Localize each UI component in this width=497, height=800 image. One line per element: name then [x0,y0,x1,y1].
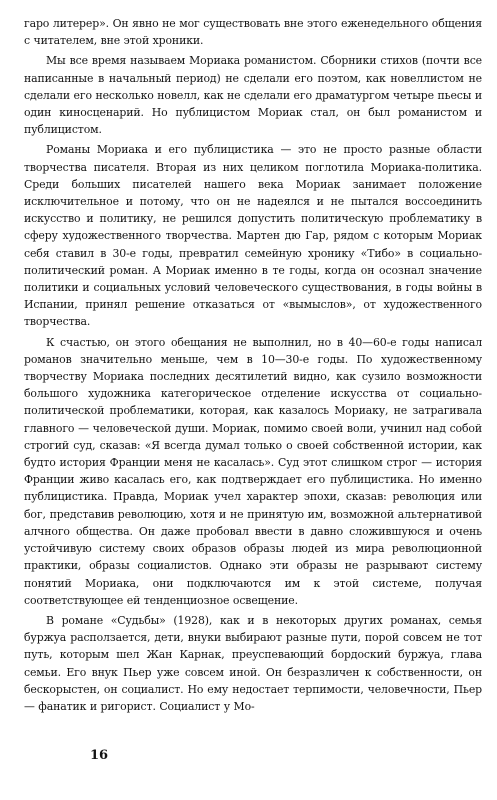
body-text [24,15,482,715]
paragraph: Романы Мориака и его публицистика — это не просто разные области творчества писателя. Вторая из них целиком поглотила Мориака-политика. Среди больших писателей нашего века Мориак занимает положение исключительное и потому, что он не надеялся и не пытался воссоединить искусство и политику, не решился допустить политическую проблематику в сферу художественного творчества. Мартен дю Гар, рядом с которым Мориак себя ставил в 30-е годы, превратил семейную хронику «Тибо» в социально-политический роман. А Мориак именно в те годы, когда он осознал значение политики и социальных условий человеческого существования, в годы войны в Испании, принял решение отказаться от «вымыслов», от художественного творчества. [24,143,482,329]
paragraph: Мы все время называем Мориака романистом. Сборники стихов (почти все написанные в начальный период) не сделали его поэтом, как новеллистом не сделали его несколько новелл, как не сделали его драматургом четыре пьесы и один киносценарий. Но публицистом Мориак стал, он был романистом и публицистом. [24,54,482,137]
paragraph: К счастью, он этого обещания не выполнил, но в 40—60-е годы написал романов значительно меньше, чем в 10—30-е годы. По художественному творчеству Мориака последних десятилетий видно, как сузило возможности большого художника категорическое отделение искусства от социально-политической проблематики, которая, как казалось Мориаку, не затрагивала главного — человеческой души. Мориак, помимо своей воли, учинил над собой строгий суд, сказав: «Я всегда думал только о своей собственной истории, как будто история Франции меня не касалась». Суд этот слишком строг — история Франции живо касалась его, как подтверждает его публицистика. Но именно публицистика. Правда, Мориак учел характер эпохи, сказав: революция или бог, представив революцию, хотя и не принятую им, возможной альтернативой алчного общества. Он даже пробовал ввести в давно сложившуюся и очень устойчивую систему своих образов образы людей из мира революционной практики, образы социалистов. Однако эти образы не разрывают систему понятий Мориака, они подключаются им к этой системе, получая соответствующее ей тенденциозное освещение. [24,335,482,607]
paragraph: В романе «Судьбы» (1928), как и в некоторых других романах, семья буржуа расползается, дети, внуки выбирают разные пути, порой совсем не тот путь, которым шел Жан Карнак, преуспевающий бордоский буржуа, глава семьи. Его внук Пьер уже совсем иной. Он безразличен к собственности, он бескорыстен, он социалист. Но ему недостает терпимости, человечности, Пьер — фанатик и ригорист. Социалист у Мо- [24,613,482,713]
paragraph-continuation: гаро литерер». Он явно не мог существовать вне этого еженедельного общения с читателем, вне этой хроники. [24,17,482,48]
page-number: 16 [90,748,109,763]
